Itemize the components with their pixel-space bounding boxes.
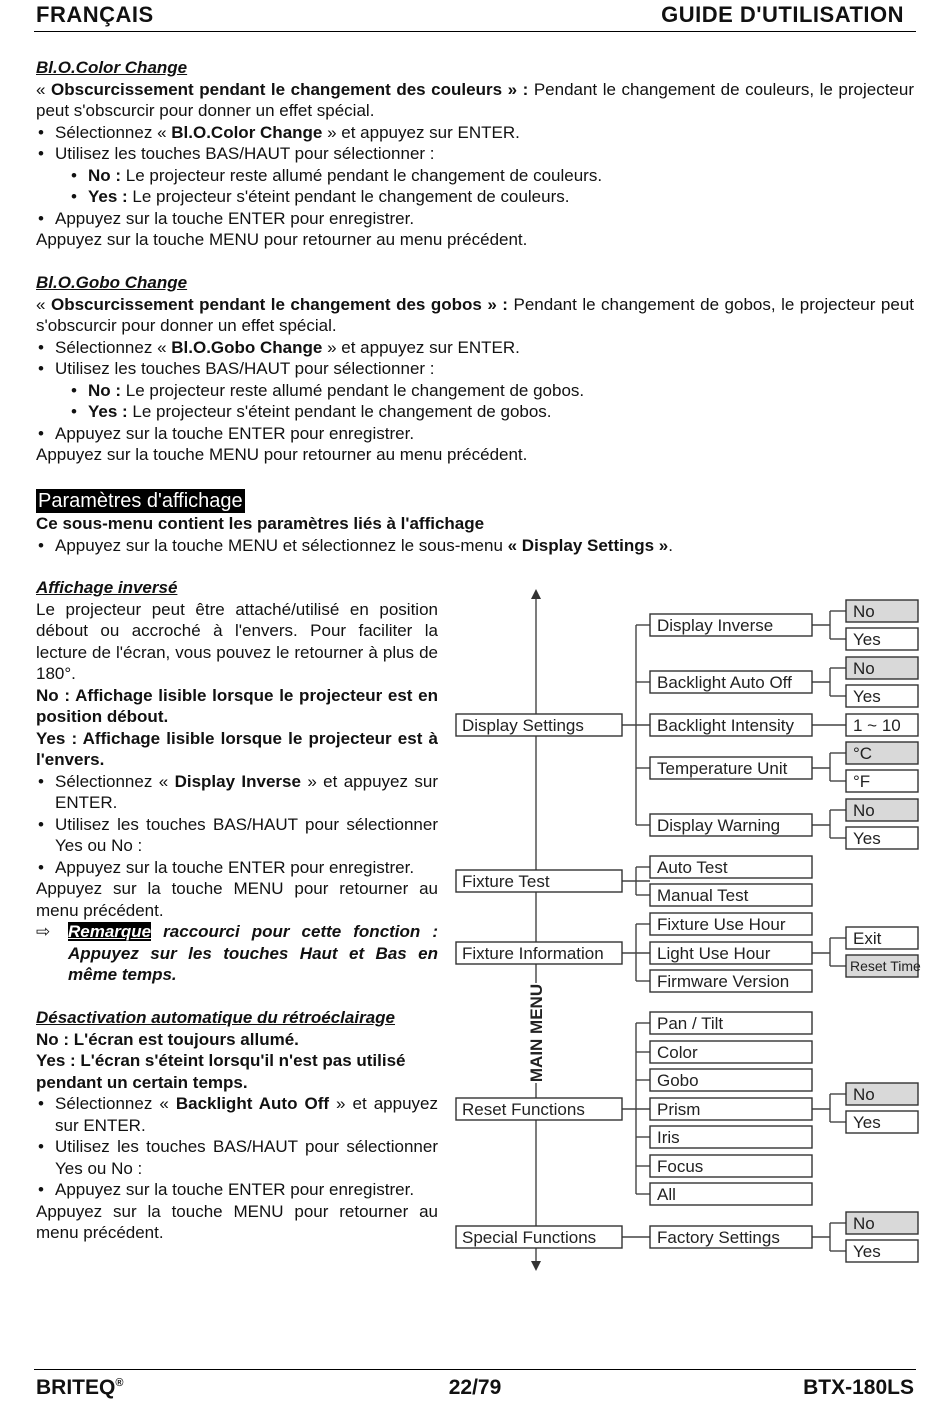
menu-iris <box>650 1126 812 1148</box>
text: Utilisez les touches BAS/HAUT pour sélectionner : <box>55 359 435 378</box>
menu-prism <box>650 1098 812 1120</box>
value-celsius <box>846 742 918 764</box>
bo-color-title: Bl.O.Color Change <box>36 58 188 77</box>
menu-display-warning <box>650 814 812 836</box>
inverse-steps <box>36 771 438 879</box>
bo-gobo-steps <box>36 337 914 380</box>
bo-color-steps <box>36 122 914 165</box>
bo-color-enter <box>36 208 914 230</box>
menu-auto-test <box>650 856 812 878</box>
bo-gobo-intro <box>36 294 914 337</box>
menu-tree-diagram <box>450 585 930 1275</box>
menu-label: Focus <box>657 1157 704 1176</box>
list-item <box>69 165 914 187</box>
backlight-title: Désactivation automatique du rétroéclairage <box>36 1008 395 1027</box>
level1-items <box>456 714 622 1248</box>
menu-label: Firmware Version <box>657 972 790 991</box>
menu-label: Prism <box>657 1100 701 1119</box>
bo-color-section <box>36 57 914 251</box>
list-item <box>36 358 914 380</box>
text: Sélectionnez « <box>55 337 172 357</box>
value-reset-time <box>846 955 921 977</box>
inverse-no: No : Affichage lisible lorsque le projecteur est en position débout. <box>36 685 438 726</box>
value-label: °C <box>853 744 873 763</box>
list-item <box>36 423 914 445</box>
value-warning-no <box>846 799 918 821</box>
list-item <box>36 143 914 165</box>
list-item <box>36 337 914 359</box>
backlight-yes: Yes : L'écran s'éteint lorsqu'il n'est pas utilisé pendant un certain temps. <box>36 1051 406 1092</box>
header-language: FRANÇAIS <box>36 2 154 27</box>
text: Appuyez sur la touche ENTER pour enregistrer. <box>55 857 415 877</box>
inverse-section <box>36 577 438 986</box>
display-steps <box>36 535 914 557</box>
list-item <box>36 1136 438 1179</box>
intro-bold: Obscurcissement pendant le changement des couleurs » : <box>51 79 529 99</box>
text: Appuyez sur la touche ENTER pour enregistrer. <box>55 208 415 228</box>
bo-color-intro <box>36 79 914 122</box>
menu-label: Fixture Test <box>462 872 550 891</box>
menu-pan-tilt <box>650 1012 812 1034</box>
menu-backlight-intensity <box>650 714 812 736</box>
registered-mark: ® <box>115 1377 124 1389</box>
value-reset-no <box>846 1083 918 1105</box>
option-label: Yes : <box>88 402 128 421</box>
value-label: Yes <box>853 829 881 848</box>
bo-gobo-options <box>69 380 914 423</box>
backlight-section <box>36 1007 438 1244</box>
menu-label: Iris <box>657 1128 680 1147</box>
text: » et appuyez sur ENTER. <box>55 771 438 812</box>
intro-text: Pendant le changement de gobos, le projecteur peut s'obscurcir pour donner un effet spécial. <box>36 294 914 335</box>
list-item <box>69 380 914 402</box>
value-label: Yes <box>853 1242 881 1261</box>
menu-manual-test <box>650 884 812 906</box>
header-rule <box>34 31 916 32</box>
value-exit <box>846 927 918 949</box>
value-label: 1 ~ 10 <box>853 716 901 735</box>
list-item <box>36 535 914 557</box>
backlight-menu: Appuyez sur la touche MENU pour retourner au menu précédent. <box>36 1201 438 1242</box>
brand-name: BRITEQ <box>36 1376 116 1399</box>
option-text: Le projecteur s'éteint pendant le changement de gobos. <box>127 402 552 421</box>
value-inverse-no <box>846 600 918 622</box>
note-tag: Remarque <box>68 922 152 941</box>
text: Sélectionnez « <box>55 771 175 791</box>
menu-fixture-test <box>456 870 622 892</box>
menu-display-inverse <box>650 614 812 636</box>
text: Appuyez sur la touche ENTER pour enregistrer. <box>55 423 415 443</box>
text: » et appuyez sur ENTER. <box>322 337 520 357</box>
menu-label: Display Settings <box>462 716 584 735</box>
main-axis <box>527 589 546 1271</box>
text: Sélectionnez « <box>55 1094 176 1113</box>
menu-label: All <box>657 1185 676 1204</box>
side-content <box>36 577 438 1244</box>
text: Appuyez sur la touche ENTER pour enregistrer. <box>55 1180 415 1199</box>
list-item <box>36 857 438 879</box>
menu-label: Light Use Hour <box>657 944 771 963</box>
menu-label: Fixture Information <box>462 944 604 963</box>
value-label: No <box>853 1085 875 1104</box>
option-label: No : <box>88 380 122 400</box>
main-content <box>36 57 914 556</box>
intro-bold: Obscurcissement pendant le changement des gobos » : <box>50 294 508 314</box>
value-factory-yes <box>846 1240 918 1262</box>
level3-values <box>846 600 921 1262</box>
text-bold: Bl.O.Color Change <box>171 122 323 142</box>
text: Sélectionnez « <box>55 122 172 142</box>
value-label: Yes <box>853 630 881 649</box>
value-inverse-yes <box>846 628 918 650</box>
text: Utilisez les touches BAS/HAUT pour sélectionner Yes ou No : <box>55 814 438 855</box>
section-subheading: Ce sous-menu contient les paramètres liés à l'affichage <box>36 514 485 533</box>
menu-label: Backlight Auto Off <box>657 673 792 692</box>
menu-label: Fixture Use Hour <box>657 915 786 934</box>
menu-light-use-hour <box>650 942 812 964</box>
menu-label: Pan / Tilt <box>657 1014 724 1033</box>
backlight-no: No : L'écran est toujours allumé. <box>36 1029 299 1049</box>
inverse-yes: Yes : Affichage lisible lorsque le projecteur est à l'envers. <box>36 728 438 769</box>
value-label: No <box>853 659 875 678</box>
intro-open: « <box>36 79 52 99</box>
value-label: No <box>853 801 875 820</box>
menu-reset-functions <box>456 1098 622 1120</box>
menu-label: Manual Test <box>657 886 749 905</box>
menu-fixture-information <box>456 942 622 964</box>
list-item <box>36 771 438 814</box>
list-item <box>36 122 914 144</box>
text: » et appuyez sur ENTER. <box>55 1094 438 1135</box>
footer-rule <box>34 1369 916 1370</box>
menu-gobo <box>650 1069 812 1091</box>
menu-backlight-auto-off <box>650 671 812 693</box>
bo-color-menu: Appuyez sur la touche MENU pour retourner au menu précédent. <box>36 230 528 249</box>
value-label: Exit <box>853 929 882 948</box>
bo-gobo-enter <box>36 423 914 445</box>
menu-label: Backlight Intensity <box>657 716 795 735</box>
menu-firmware-version <box>650 970 812 992</box>
list-item <box>36 208 914 230</box>
menu-focus <box>650 1155 812 1177</box>
menu-color <box>650 1041 812 1063</box>
text: Appuyez sur la touche MENU et sélectionnez le sous-menu <box>55 535 508 555</box>
value-intensity-range <box>846 714 918 736</box>
option-text: Le projecteur s'éteint pendant le changement de couleurs. <box>127 187 570 206</box>
menu-label: Color <box>657 1043 698 1062</box>
menu-label: Reset Functions <box>462 1100 585 1119</box>
value-backlight-no <box>846 657 918 679</box>
menu-label: Display Inverse <box>657 616 774 635</box>
footer-model: BTX-180LS <box>803 1376 914 1399</box>
display-section <box>36 487 914 556</box>
value-reset-yes <box>846 1111 918 1133</box>
list-item <box>36 1179 438 1201</box>
list-item <box>69 186 914 208</box>
note-text: raccourci pour cette fonction : Appuyez sur les touches Haut et Bas en même temps. <box>68 922 438 984</box>
option-label: Yes : <box>88 187 128 206</box>
menu-label: Display Warning <box>657 816 781 835</box>
menu-label: Special Functions <box>462 1228 597 1247</box>
value-warning-yes <box>846 827 918 849</box>
menu-special-functions <box>456 1226 622 1248</box>
bo-gobo-menu: Appuyez sur la touche MENU pour retourner au menu précédent. <box>36 445 528 464</box>
text: . <box>668 535 673 555</box>
value-label: Yes <box>853 1113 881 1132</box>
section-heading: Paramètres d'affichage <box>38 490 243 512</box>
bo-gobo-section <box>36 272 914 466</box>
value-label: No <box>853 602 875 621</box>
intro-text: Pendant le changement de couleurs, le projecteur peut s'obscurcir pour donner un effet spécial. <box>36 79 914 120</box>
inverse-text: Le projecteur peut être attaché/utilisé en position débout ou accroché à l'envers. Pour faciliter la lecture de l'écran, vous pouvez le retourner à plus de 180°. <box>36 599 438 683</box>
inverse-menu: Appuyez sur la touche MENU pour retourner au menu précédent. <box>36 879 438 920</box>
menu-label: Factory Settings <box>657 1228 780 1247</box>
text-bold: « Display Settings » <box>507 535 669 555</box>
value-factory-no <box>846 1212 918 1234</box>
menu-label: Auto Test <box>657 858 728 877</box>
value-backlight-yes <box>846 685 918 707</box>
value-label: No <box>853 1214 875 1233</box>
menu-fixture-use-hour <box>650 913 812 935</box>
value-label: °F <box>853 772 871 791</box>
header-title: GUIDE D'UTILISATION <box>661 2 904 27</box>
menu-temperature-unit <box>650 757 812 779</box>
backlight-steps <box>36 1093 438 1201</box>
main-menu-label: MAIN MENU <box>527 983 546 1083</box>
value-label: Reset Time <box>850 958 921 974</box>
text-bold: Backlight Auto Off <box>175 1094 330 1113</box>
bo-color-options <box>69 165 914 208</box>
inverse-note <box>36 921 438 986</box>
list-item <box>69 401 914 423</box>
text: Utilisez les touches BAS/HAUT pour sélectionner : <box>55 144 435 163</box>
option-text: Le projecteur reste allumé pendant le changement de couleurs. <box>121 165 603 185</box>
bo-gobo-title: Bl.O.Gobo Change <box>36 273 188 292</box>
menu-label: Gobo <box>657 1071 699 1090</box>
arrow-icon: ⇨ <box>36 922 51 941</box>
value-fahrenheit <box>846 770 918 792</box>
menu-display-settings <box>456 714 622 736</box>
menu-all <box>650 1183 812 1205</box>
list-item <box>36 1093 438 1136</box>
intro-open: « <box>36 294 51 314</box>
inverse-title: Affichage inversé <box>36 578 178 597</box>
text-bold: Display Inverse <box>174 771 301 791</box>
list-item <box>36 814 438 857</box>
value-label: Yes <box>853 687 881 706</box>
option-text: Le projecteur reste allumé pendant le changement de gobos. <box>121 380 585 400</box>
footer-page-number: 22/79 <box>448 1376 502 1399</box>
text: » et appuyez sur ENTER. <box>322 122 520 142</box>
text: Utilisez les touches BAS/HAUT pour sélectionner Yes ou No : <box>55 1137 438 1178</box>
level2-items <box>650 614 812 1248</box>
text-bold: Bl.O.Gobo Change <box>171 337 323 357</box>
menu-factory-settings <box>650 1226 812 1248</box>
menu-label: Temperature Unit <box>657 759 788 778</box>
option-label: No : <box>88 165 122 185</box>
